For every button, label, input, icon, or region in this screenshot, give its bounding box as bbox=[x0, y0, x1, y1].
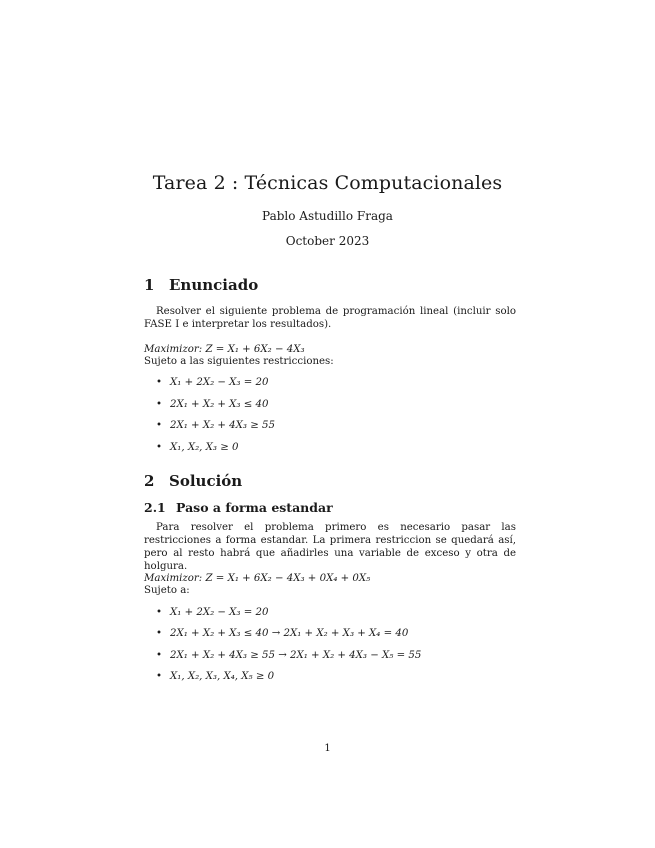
section-1-paragraph bbox=[144, 305, 516, 331]
subsection-2-1-heading bbox=[144, 500, 333, 515]
date: October 2023 bbox=[285, 234, 370, 248]
objective-function: Z = X₁ + 6X₂ − 4X₃ bbox=[205, 344, 305, 355]
subsection-2-1-paragraph-text: Para resolver el problema primero es necesario pasar las restricciones a forma estandar. La primera restriccion se quedará así, pero al resto habrá que añadirles una variable de exceso y otra de holgura. bbox=[144, 522, 516, 572]
constraint-text: X₁, X₂, X₃, X₄, X₅ ≥ 0 bbox=[170, 671, 275, 682]
constraint-item bbox=[158, 420, 275, 431]
subsection-2-1-number: 2.1 bbox=[144, 500, 166, 515]
subsection-2-1-subject-to: Sujeto a: bbox=[144, 585, 190, 596]
objective-label: Maximizor: bbox=[144, 344, 203, 355]
constraint-text: 2X₁ + X₂ + 4X₃ ≥ 55 → 2X₁ + X₂ + 4X₃ − X₅ = 55 bbox=[170, 650, 422, 661]
constraint-item bbox=[158, 377, 269, 388]
section-2-heading bbox=[144, 472, 242, 490]
constraint-item bbox=[158, 607, 269, 618]
constraint-item bbox=[158, 650, 421, 661]
constraint-text: X₁ + 2X₂ − X₃ = 20 bbox=[170, 377, 269, 388]
section-2-number: 2 bbox=[144, 472, 155, 490]
section-1-objective bbox=[144, 344, 305, 355]
section-1-paragraph-text: Resolver el siguiente problema de programación lineal (incluir solo FASE I e interpretar los resultados). bbox=[144, 306, 516, 330]
constraint-text: 2X₁ + X₂ + X₃ ≤ 40 → 2X₁ + X₂ + X₃ + X₄ = 40 bbox=[170, 628, 409, 639]
constraint-text: 2X₁ + X₂ + X₃ ≤ 40 bbox=[170, 399, 269, 410]
author: Pablo Astudillo Fraga bbox=[262, 209, 393, 223]
objective-function: Z = X₁ + 6X₂ − 4X₃ + 0X₄ + 0X₅ bbox=[205, 573, 371, 584]
objective-label: Maximizor: bbox=[144, 573, 203, 584]
constraint-text: X₁, X₂, X₃ ≥ 0 bbox=[170, 442, 239, 453]
page-number: 1 bbox=[324, 743, 331, 754]
section-2-title: Solución bbox=[169, 472, 243, 490]
subsection-2-1-paragraph bbox=[144, 521, 516, 573]
document-title: Tarea 2 : Técnicas Computacionales bbox=[152, 172, 503, 194]
constraint-item bbox=[158, 399, 269, 410]
constraint-item bbox=[158, 442, 238, 453]
subsection-2-1-objective bbox=[144, 573, 370, 584]
section-1-number: 1 bbox=[144, 276, 155, 294]
constraint-text: 2X₁ + X₂ + 4X₃ ≥ 55 bbox=[170, 420, 275, 431]
section-1-heading bbox=[144, 276, 258, 294]
subsection-2-1-title: Paso a forma estandar bbox=[176, 500, 333, 515]
section-1-subject-to: Sujeto a las siguientes restricciones: bbox=[144, 356, 334, 367]
constraint-item bbox=[158, 671, 274, 682]
constraint-item bbox=[158, 628, 408, 639]
constraint-text: X₁ + 2X₂ − X₃ = 20 bbox=[170, 607, 269, 618]
section-1-title: Enunciado bbox=[169, 276, 259, 294]
